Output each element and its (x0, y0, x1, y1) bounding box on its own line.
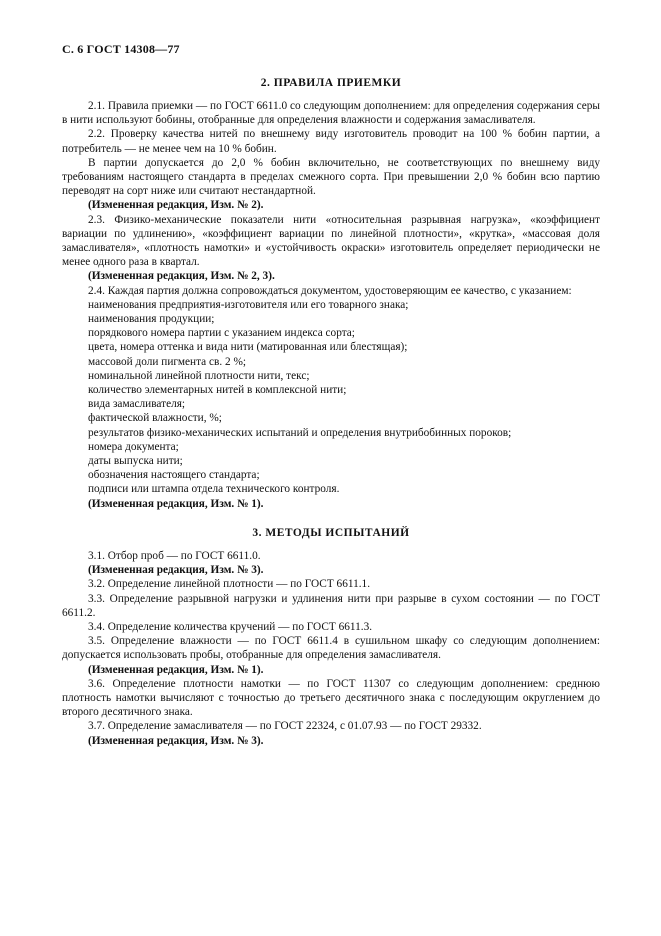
list-item: фактической влажности, %; (88, 412, 222, 425)
amendment-note: (Измененная редакция, Изм. № 1). (88, 663, 264, 676)
amendment-note: (Измененная редакция, Изм. № 3). (88, 734, 264, 747)
paragraph-2-1: 2.1. Правила приемки — по ГОСТ 6611.0 со следующим дополнением: для определения содержания серы в нити используют бобины, отобранные для определения влажности и содержания замасливателя. (62, 100, 600, 127)
list-item: вида замасливателя; (88, 398, 186, 411)
section-3-title: 3. МЕТОДЫ ИСПЫТАНИЙ (252, 526, 410, 539)
list-item: количество элементарных нитей в комплексной нити; (88, 384, 347, 397)
list-item: наименования предприятия-изготовителя или его товарного знака; (88, 298, 409, 311)
paragraph-2-4: 2.4. Каждая партия должна сопровождаться документом, удостоверяющим ее качество, с указанием: (88, 284, 572, 297)
paragraph-3-1: 3.1. Отбор проб — по ГОСТ 6611.0. (88, 549, 261, 562)
document-contents-list (62, 298, 600, 497)
paragraph-2-2: 2.2. Проверку качества нитей по внешнему виду изготовитель проводит на 100 % бобин партии, а потребитель — не менее чем на 10 % бобин. (62, 128, 600, 155)
amendment-note: (Измененная редакция, Изм. № 2). (88, 199, 264, 212)
paragraph-3-6: 3.6. Определение плотности намотки — по ГОСТ 11307 со следующим дополнением: среднюю плотность намотки вычисляют с точностью до третьего десятичного знака с последующим округлением до второго десятичного знака. (62, 677, 600, 719)
list-item: результатов физико-механических испытаний и определения внутрибобинных пороков; (88, 426, 512, 439)
list-item: наименования продукции; (88, 313, 215, 326)
amendment-note: (Измененная редакция, Изм. № 3). (88, 564, 264, 577)
page-header: С. 6 ГОСТ 14308—77 (62, 42, 180, 56)
paragraph-3-3: 3.3. Определение разрывной нагрузки и удлинения нити при разрыве в сухом состоянии — по ГОСТ 6611.2. (62, 592, 600, 619)
paragraph-2-3: 2.3. Физико-механические показатели нити «относительная разрывная нагрузка», «коэффициент вариации по удлинению», «коэффициент вариации по линейной плотности», «крутка», «массовая доля замасливателя», «плотность намотки» и «устойчивость окраски» изготовитель определяет периодически не менее одного раза в квартал. (62, 213, 600, 269)
section-2-title: 2. ПРАВИЛА ПРИЕМКИ (260, 77, 402, 89)
list-item: цвета, номера оттенка и вида нити (матированная или блестящая); (88, 341, 408, 354)
list-item: номера документа; (88, 440, 179, 453)
amendment-note: (Измененная редакция, Изм. № 1). (88, 497, 264, 510)
paragraph-3-7: 3.7. Определение замасливателя — по ГОСТ 22324, с 01.07.93 — по ГОСТ 29332. (88, 720, 482, 733)
list-item: номинальной линейной плотности нити, текс; (88, 369, 310, 382)
document-page (62, 42, 600, 748)
list-item: даты выпуска нити; (88, 455, 183, 468)
paragraph-3-4: 3.4. Определение количества кручений — по ГОСТ 6611.3. (88, 620, 373, 633)
list-item: обозначения настоящего стандарта; (88, 469, 260, 482)
list-item: массовой доли пигмента св. 2 %; (88, 355, 247, 368)
list-item: подписи или штампа отдела технического контроля. (88, 483, 340, 496)
paragraph-3-5: 3.5. Определение влажности — по ГОСТ 6611.4 в сушильном шкафу со следующим дополнением: допускается использовать пробы, отобранные для определения замасливателя. (62, 635, 600, 662)
paragraph-2-2-continued: В партии допускается до 2,0 % бобин включительно, не соответствующих по внешнему виду требованиям настоящего стандарта в пределах смежного сорта. При превышении 2,0 % бобин всю партию переводят на сорт ниже или считают нестандартной. (62, 156, 600, 198)
list-item: порядкового номера партии с указанием индекса сорта; (88, 327, 355, 340)
paragraph-3-2: 3.2. Определение линейной плотности — по ГОСТ 6611.1. (88, 578, 371, 591)
amendment-note: (Измененная редакция, Изм. № 2, 3). (88, 270, 275, 283)
